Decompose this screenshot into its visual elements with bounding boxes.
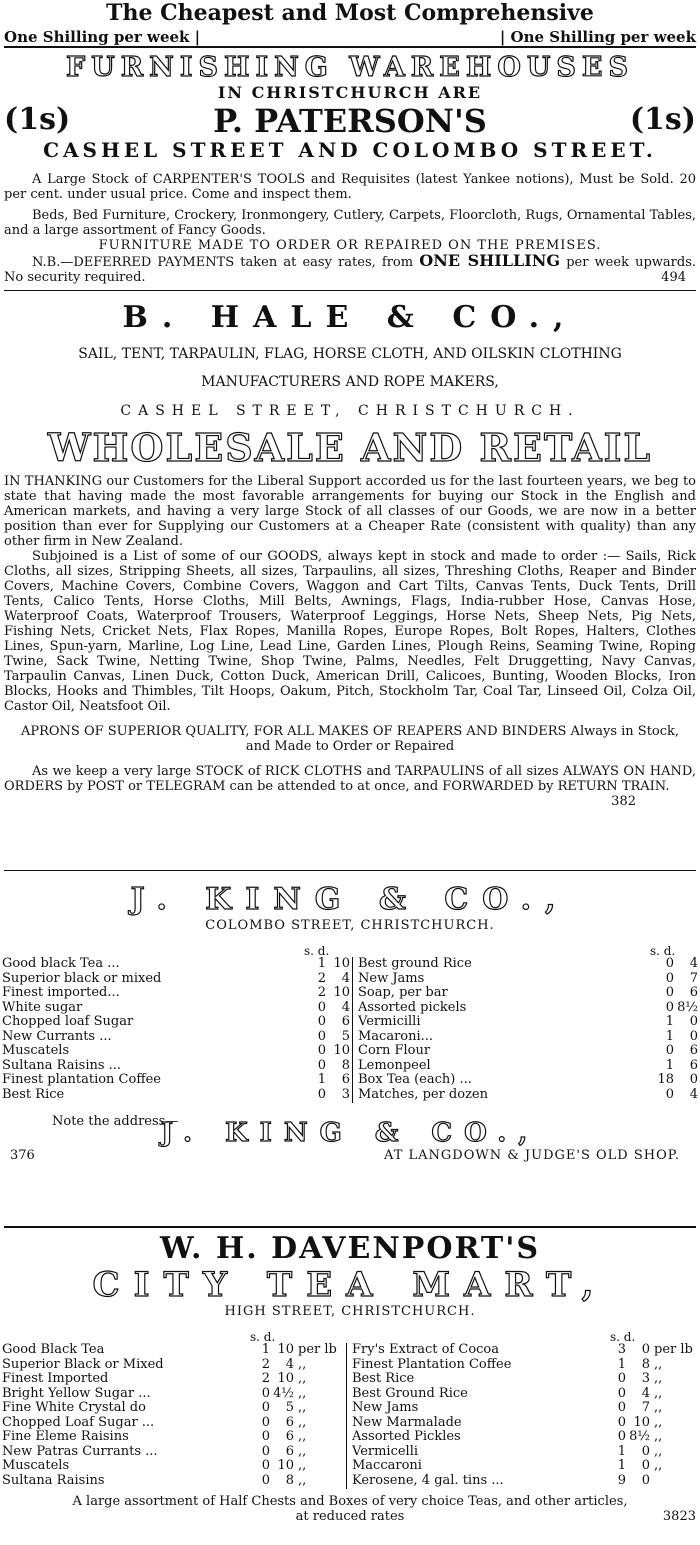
price-d: 0 — [689, 1028, 698, 1044]
headline: The Cheapest and Most Comprehensive — [106, 0, 594, 26]
price-d: 10 — [277, 1342, 294, 1357]
price-item: White sugar — [2, 999, 83, 1015]
king-sd-right: s. d. — [650, 944, 676, 958]
price-row — [358, 972, 698, 987]
price-item: Muscatels — [2, 1043, 70, 1058]
price-unit — [650, 1474, 698, 1489]
davenport-sd-right: s. d. — [610, 1330, 636, 1344]
price-row — [2, 972, 350, 987]
price-s: 1 — [317, 1072, 326, 1087]
right-price: (1s) — [629, 102, 696, 137]
price-item: Chopped Loaf Sugar ... — [2, 1414, 155, 1430]
price-row — [352, 1372, 698, 1387]
price-d: 7 — [641, 1400, 650, 1415]
king-name-2: J. KING & CO., — [160, 1118, 540, 1148]
price-d: 6 — [689, 1057, 698, 1073]
price-d: 4 — [689, 1086, 698, 1102]
price-item: Lemonpeel — [358, 1057, 431, 1073]
price-unit: per lb — [654, 1342, 693, 1357]
price-item: Soap, per bar — [358, 985, 448, 1000]
price-d: 8 — [641, 1356, 650, 1372]
price-row — [2, 1416, 342, 1431]
price-d: 5 — [285, 1400, 294, 1415]
price-item: Kerosene, 4 gal. tins ... — [352, 1472, 504, 1488]
price-item: Matches, per dozen — [358, 1086, 488, 1102]
price-d: 0 — [689, 1072, 698, 1087]
price-item: Fine White Crystal do — [2, 1400, 146, 1415]
king-price-list-left — [2, 957, 350, 1102]
price-item: Fine Eleme Raisins — [2, 1429, 129, 1444]
right-tag: | One Shilling per week — [499, 28, 696, 46]
price-s: 9 — [617, 1472, 626, 1488]
price-row — [352, 1416, 698, 1431]
furnishing-heading: FURNISHING WAREHOUSES — [66, 52, 634, 83]
price-item: Good Black Tea — [2, 1342, 105, 1357]
thanks-paragraph: IN THANKING our Customers for the Liberal Support accorded us for the last fourteen years, we beg to state that having made the most favorable arrangements for buying our Stock in the English and American markets, and having a very large Stock of all classes of our Goods, we are now in a better position than ever for Supplying our Customers at a Cheaper Rate (consistent with quality) than any other firm in New Zealand. — [4, 474, 696, 549]
price-row — [352, 1474, 698, 1489]
davenport-address: HIGH STREET, CHRISTCHURCH. — [224, 1304, 476, 1319]
price-row — [358, 1015, 698, 1030]
price-item: New Patras Currants ... — [2, 1443, 158, 1459]
price-s: 1 — [617, 1443, 626, 1459]
price-s: 2 — [317, 970, 326, 986]
price-row — [2, 1358, 342, 1373]
price-d: 7 — [689, 970, 698, 986]
city-tea-mart: CITY TEA MART, — [92, 1265, 608, 1305]
price-s: 2 — [261, 1356, 270, 1372]
price-row — [352, 1343, 698, 1358]
price-d: 6 — [285, 1414, 294, 1430]
price-row — [2, 1059, 350, 1074]
price-d: 10 — [633, 1414, 650, 1430]
price-s: 0 — [261, 1429, 270, 1444]
left-price: (1s) — [4, 102, 71, 137]
price-item: Assorted Pickles — [352, 1429, 461, 1444]
price-d: 10 — [333, 985, 350, 1000]
hale-name: B. HALE & CO., — [122, 300, 578, 335]
price-unit: ,, — [298, 1371, 307, 1386]
price-item: Bright Yellow Sugar ... — [2, 1385, 151, 1401]
one-shilling: ONE SHILLING — [419, 251, 561, 270]
price-s: 1 — [665, 1028, 674, 1044]
paterson-ref: 494 — [661, 270, 686, 285]
price-item: New Marmalade — [352, 1414, 462, 1430]
price-unit: ,, — [654, 1458, 663, 1473]
davenport-footer-2: at reduced rates — [295, 1509, 405, 1524]
price-s: 0 — [617, 1429, 626, 1444]
price-s: 0 — [261, 1443, 270, 1459]
price-d: 4½ — [273, 1385, 294, 1401]
hale-trade-2: MANUFACTURERS AND ROPE MAKERS, — [201, 374, 499, 390]
price-s: 0 — [665, 1086, 674, 1102]
price-d: 4 — [341, 970, 350, 986]
price-unit: ,, — [654, 1400, 663, 1415]
price-row — [358, 1073, 698, 1088]
price-s: 3 — [617, 1342, 626, 1357]
in-christchurch: IN CHRISTCHURCH ARE — [217, 83, 483, 102]
price-d: 8½ — [677, 999, 698, 1015]
price-row — [358, 1044, 698, 1059]
price-item: Muscatels — [2, 1458, 70, 1473]
price-d: 6 — [689, 1043, 698, 1058]
price-d: 6 — [285, 1443, 294, 1459]
price-row — [2, 1372, 342, 1387]
hale-address: CASHEL STREET, CHRISTCHURCH. — [120, 403, 580, 419]
price-row — [358, 1059, 698, 1074]
price-s: 0 — [317, 1057, 326, 1073]
price-unit: ,, — [298, 1429, 307, 1444]
price-item: Corn Flour — [358, 1043, 431, 1058]
price-row — [352, 1430, 698, 1445]
price-unit: ,, — [298, 1414, 307, 1430]
price-s: 0 — [317, 1086, 326, 1102]
king-price-list-right — [358, 957, 698, 1102]
price-row — [352, 1459, 698, 1474]
price-row — [2, 1030, 350, 1045]
price-item: Fry's Extract of Cocoa — [352, 1342, 500, 1357]
price-s: 0 — [317, 1014, 326, 1029]
price-s: 0 — [617, 1400, 626, 1415]
price-d: 0 — [641, 1342, 650, 1357]
price-item: New Jams — [352, 1400, 419, 1415]
price-row — [2, 1459, 342, 1474]
tools-paragraph: A Large Stock of CARPENTER'S TOOLS and Requisites (latest Yankee notions), Must be Sold. 20 per cent. under usual price. Come and inspect them. — [4, 172, 696, 202]
price-row — [2, 1430, 342, 1445]
price-s: 0 — [317, 1028, 326, 1044]
price-item: Best Rice — [2, 1086, 65, 1102]
price-row — [358, 1088, 698, 1103]
hale-ref: 382 — [611, 794, 636, 809]
price-row — [2, 986, 350, 1001]
king-shop: AT LANGDOWN & JUDGE'S OLD SHOP. — [384, 1148, 680, 1163]
price-row — [2, 1073, 350, 1088]
price-s: 0 — [665, 985, 674, 1000]
price-s: 0 — [617, 1371, 626, 1386]
price-row — [2, 957, 350, 972]
price-s: 0 — [317, 1043, 326, 1058]
price-row — [352, 1401, 698, 1416]
price-s: 0 — [261, 1472, 270, 1488]
price-item: Superior black or mixed — [2, 970, 162, 986]
price-row — [2, 1001, 350, 1016]
price-d: 6 — [689, 985, 698, 1000]
price-s: 0 — [665, 999, 674, 1015]
price-item: Finest imported... — [2, 985, 120, 1000]
price-row — [358, 1030, 698, 1045]
price-unit: ,, — [298, 1472, 307, 1488]
price-row — [2, 1015, 350, 1030]
price-s: 0 — [261, 1385, 270, 1401]
price-d: 0 — [689, 1014, 698, 1029]
price-item: Finest Imported — [2, 1371, 109, 1386]
goods-list: Subjoined is a List of some of our GOODS, always kept in stock and made to order :— Sails, Rick Cloths, all sizes, Stripping Sheets, all sizes, Tarpaulins, all sizes, Threshing Cloths, Reaper and Binder Covers, Machine Covers, Combine Covers, Waggon and Cart Tilts, Canvas Tents, Duck Tents, Drill Tents, Calico Tents, Horse Cloths, Mill Belts, Awnings, Flags, India-rubber Hose, Canvas Hose, Waterproof Coats, Waterproof Trousers, Waterproof Leggings, Horse Nets, Sheep Nets, Pig Nets, Fishing Nets, Cricket Nets, Flax Ropes, Manilla Ropes, Europe Ropes, Bolt Ropes, Halters, Clothes Lines, Spun-yarn, Marline, Log Line, Lead Line, Garden Lines, Plough Reins, Seaming Twine, Roping Twine, Sack Twine, Netting Twine, Shop Twine, Palms, Needles, Felt Druggetting, Navy Canvas, Tarpaulin Canvas, Linen Duck, Cotton Duck, American Drill, Calicoes, Bunting, Wooden Blocks, Iron Blocks, Hooks and Thimbles, Tilt Hoops, Oakum, Pitch, Stockholm Tar, Coal Tar, Linseed Oil, Colza Oil, Castor Oil, Neatsfoot Oil. — [4, 549, 696, 714]
price-d: 0 — [641, 1443, 650, 1459]
price-row — [2, 1445, 342, 1460]
price-d: 4 — [341, 999, 350, 1015]
paterson-name: P. PATERSON'S — [213, 102, 487, 140]
price-d: 6 — [341, 1072, 350, 1087]
price-d: 4 — [689, 956, 698, 971]
price-d: 3 — [641, 1371, 650, 1386]
king-ref: 376 — [10, 1148, 35, 1163]
price-unit: ,, — [298, 1385, 307, 1401]
price-row — [352, 1445, 698, 1460]
davenport-footer-1: A large assortment of Half Chests and Boxes of very choice Teas, and other articles, — [72, 1494, 628, 1509]
price-d: 4 — [285, 1356, 294, 1372]
price-d: 6 — [285, 1429, 294, 1444]
price-s: 1 — [261, 1342, 270, 1357]
nb-paragraph: N.B.—DEFERRED PAYMENTS taken at easy rates, from ONE SHILLING per week upwards. No security required. 494 — [4, 251, 697, 285]
price-d: 6 — [341, 1014, 350, 1029]
price-item: Superior Black or Mixed — [2, 1356, 164, 1372]
price-unit: ,, — [654, 1371, 663, 1386]
price-d: 10 — [277, 1458, 294, 1473]
king-sd-left: s. d. — [304, 944, 330, 958]
price-d: 8½ — [629, 1429, 650, 1444]
paterson-streets: CASHEL STREET AND COLOMBO STREET. — [43, 138, 657, 162]
price-row — [2, 1088, 350, 1103]
price-d: 8 — [285, 1472, 294, 1488]
paterson-advert — [0, 0, 700, 285]
hale-trade-1: SAIL, TENT, TARPAULIN, FLAG, HORSE CLOTH, AND OILSKIN CLOTHING — [78, 346, 622, 362]
price-item: New Currants ... — [2, 1028, 112, 1044]
price-s: 18 — [657, 1072, 674, 1087]
king-address: COLOMBO STREET, CHRISTCHURCH. — [205, 918, 495, 933]
price-item: Vermicelli — [352, 1443, 419, 1459]
price-unit: ,, — [298, 1443, 307, 1459]
price-s: 2 — [261, 1371, 270, 1386]
price-unit: ,, — [654, 1429, 663, 1444]
price-item: Finest plantation Coffee — [2, 1072, 161, 1087]
furniture-line: FURNITURE MADE TO ORDER OR REPAIRED ON THE PREMISES. — [98, 238, 602, 253]
price-s: 0 — [665, 956, 674, 971]
price-row — [358, 1001, 698, 1016]
price-row — [2, 1343, 342, 1358]
price-item: Best ground Rice — [358, 956, 472, 971]
price-s: 0 — [665, 1043, 674, 1058]
price-s: 0 — [617, 1385, 626, 1401]
king-name: J. KING & CO., — [130, 882, 570, 917]
price-row — [358, 957, 698, 972]
price-unit: ,, — [654, 1385, 663, 1401]
price-row — [2, 1387, 342, 1402]
price-unit: per lb — [298, 1342, 337, 1357]
price-d: 0 — [641, 1472, 650, 1488]
price-s: 2 — [317, 985, 326, 1000]
price-d: 8 — [341, 1057, 350, 1073]
price-item: Chopped loaf Sugar — [2, 1014, 134, 1029]
price-unit: ,, — [654, 1443, 663, 1459]
price-row — [2, 1401, 342, 1416]
price-s: 0 — [261, 1458, 270, 1473]
price-d: 10 — [333, 956, 350, 971]
davenport-sd-left: s. d. — [250, 1330, 276, 1344]
king-advert — [0, 882, 700, 1166]
price-item: New Jams — [358, 970, 425, 986]
price-d: 10 — [333, 1043, 350, 1058]
goods-paragraph: Beds, Bed Furniture, Crockery, Ironmongery, Cutlery, Carpets, Floorcloth, Rugs, Ornamental Tables, and a large assortment of Fancy Goods. — [4, 208, 696, 238]
price-s: 1 — [317, 956, 326, 971]
price-item: Good black Tea ... — [2, 956, 120, 971]
left-tag: One Shilling per week | — [4, 28, 201, 46]
price-item: Best Rice — [352, 1371, 415, 1386]
davenport-price-list-left — [2, 1343, 342, 1488]
price-item: Macaroni... — [358, 1028, 434, 1044]
price-item: Vermicilli — [358, 1014, 421, 1029]
price-s: 0 — [617, 1414, 626, 1430]
stock-paragraph: As we keep a very large STOCK of RICK CLOTHS and TARPAULINS of all sizes ALWAYS ON HAND, ORDERS by POST or TELEGRAM can be attended to at once, and FORWARDED by RETURN TRAIN. 382 — [4, 764, 696, 809]
price-s: 1 — [665, 1057, 674, 1073]
price-item: Box Tea (each) ... — [358, 1072, 472, 1087]
price-item: Best Ground Rice — [352, 1385, 468, 1401]
price-unit: ,, — [298, 1400, 307, 1415]
price-d: 10 — [277, 1371, 294, 1386]
price-item: Assorted pickels — [358, 999, 467, 1015]
price-row — [352, 1358, 698, 1373]
price-row — [2, 1044, 350, 1059]
davenport-ref: 3823 — [662, 1509, 696, 1524]
price-item: Sultana Raisins ... — [2, 1057, 122, 1073]
price-s: 0 — [261, 1400, 270, 1415]
price-s: 1 — [617, 1458, 626, 1473]
aprons-notice: APRONS OF SUPERIOR QUALITY, FOR ALL MAKES OF REAPERS AND BINDERS Always in Stock, and Made to Order or Repaired — [20, 724, 680, 754]
price-row — [352, 1387, 698, 1402]
davenport-price-list-right — [352, 1343, 698, 1488]
price-unit: ,, — [654, 1356, 663, 1372]
king-note: Note the address— — [52, 1114, 179, 1129]
price-s: 0 — [665, 970, 674, 986]
price-s: 0 — [317, 999, 326, 1015]
davenport-name: W. H. DAVENPORT'S — [159, 1231, 541, 1266]
price-s: 1 — [665, 1014, 674, 1029]
price-unit: ,, — [298, 1458, 307, 1473]
price-item: Maccaroni — [352, 1458, 422, 1473]
price-item: Sultana Raisins — [2, 1472, 105, 1488]
price-d: 0 — [641, 1458, 650, 1473]
price-s: 1 — [617, 1356, 626, 1372]
price-s: 0 — [261, 1414, 270, 1430]
price-d: 5 — [341, 1028, 350, 1044]
price-row — [358, 986, 698, 1001]
davenport-advert — [0, 1232, 700, 1525]
price-item: Finest Plantation Coffee — [352, 1356, 512, 1372]
price-row — [2, 1474, 342, 1489]
price-d: 3 — [341, 1086, 350, 1102]
price-unit: ,, — [298, 1356, 307, 1372]
price-unit: ,, — [654, 1414, 663, 1430]
wholesale-retail: WHOLESALE AND RETAIL — [47, 425, 653, 470]
price-d: 4 — [641, 1385, 650, 1401]
hale-advert — [0, 300, 700, 809]
